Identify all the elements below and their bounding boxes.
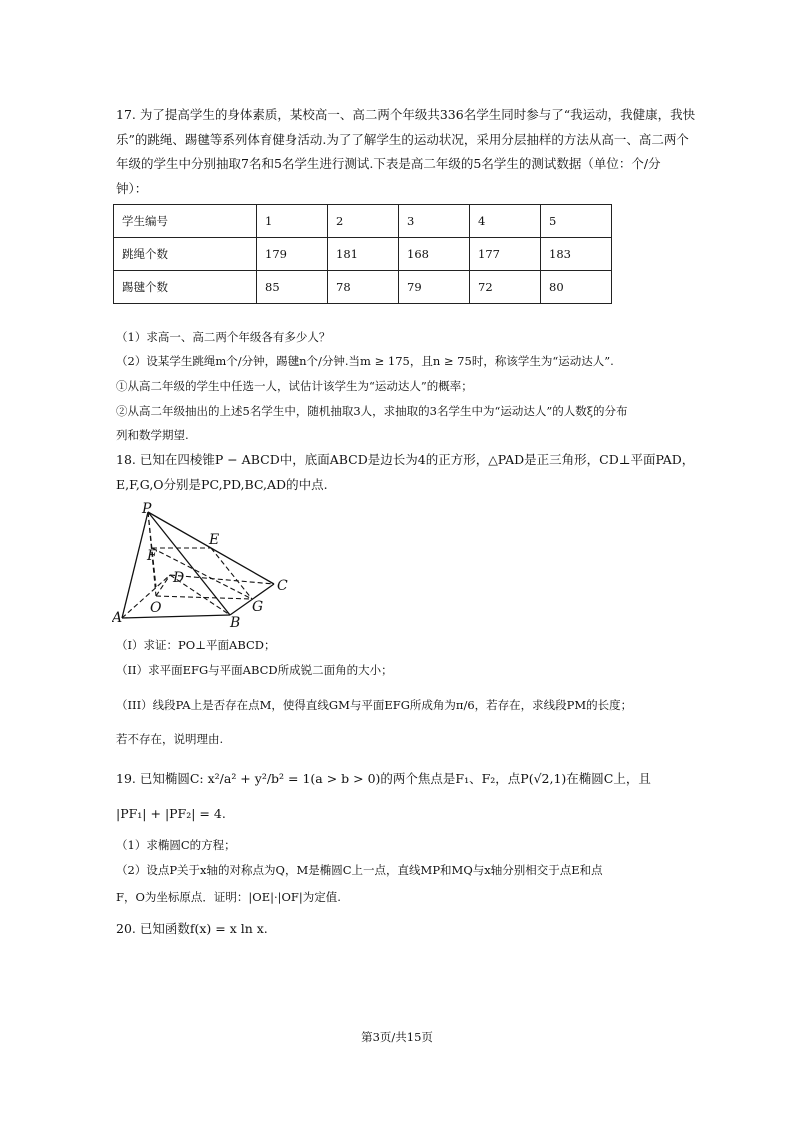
table-cell: 1 bbox=[257, 205, 328, 238]
table-cell: 踢毽个数 bbox=[114, 271, 257, 304]
table-cell: 168 bbox=[399, 238, 470, 271]
table-cell: 80 bbox=[541, 271, 612, 304]
table-cell: 学生编号 bbox=[114, 205, 257, 238]
page-footer: 第3页/共15页 bbox=[361, 1030, 433, 1044]
pyramid-figure bbox=[112, 500, 302, 628]
q20-line-1: 20. 已知函数f(x) = x ln x. bbox=[116, 921, 268, 936]
q17-line-1: 17. 为了提高学生的身体素质，某校高一、高二两个年级共336名学生同时参与了“我运动，我健康，我快 bbox=[116, 107, 696, 122]
table-row bbox=[114, 238, 612, 271]
table-cell: 5 bbox=[541, 205, 612, 238]
q19-line-2: |PF₁| + |PF₂| = 4. bbox=[116, 806, 226, 821]
vertex-label-a: A bbox=[112, 610, 123, 626]
q17-part-2: （2）设某学生跳绳m个/分钟，踢毽n个/分钟.当m ≥ 175，且n ≥ 75时，称该学生为“运动达人”. bbox=[116, 354, 614, 368]
q17-part-2b-cont: 列和数学期望. bbox=[116, 428, 189, 442]
table-cell: 2 bbox=[328, 205, 399, 238]
q19-part-2: （2）设点P关于x轴的对称点为Q，M是椭圆C上一点，直线MP和MQ与x轴分别相交于点E和点 bbox=[116, 863, 603, 877]
table-cell: 85 bbox=[257, 271, 328, 304]
q18-line-2: E,F,G,O分别是PC,PD,BC,AD的中点. bbox=[116, 477, 328, 492]
table-cell: 177 bbox=[470, 238, 541, 271]
table-cell: 4 bbox=[470, 205, 541, 238]
q17-line-3: 年级的学生中分别抽取7名和5名学生进行测试.下表是高二年级的5名学生的测试数据（单位：个/分 bbox=[116, 156, 661, 171]
vertex-label-b: B bbox=[230, 615, 241, 628]
q18-part-3-cont: 若不存在，说明理由. bbox=[116, 732, 224, 746]
q18-part-3: （III）线段PA上是否存在点M，使得直线GM与平面EFG所成角为π/6，若存在，求线段PM的长度； bbox=[116, 698, 633, 712]
vertex-label-e: E bbox=[209, 532, 220, 548]
table-row bbox=[114, 205, 612, 238]
table-row bbox=[114, 271, 612, 304]
q17-part-2b: ②从高二年级抽出的上述5名学生中，随机抽取3人，求抽取的3名学生中为“运动达人”的人数ξ的分布 bbox=[116, 404, 628, 418]
q17-part-2a: ①从高二年级的学生中任选一人，试估计该学生为“运动达人”的概率； bbox=[116, 379, 473, 393]
table-cell: 3 bbox=[399, 205, 470, 238]
vertex-label-d: D bbox=[173, 570, 185, 586]
table-cell: 181 bbox=[328, 238, 399, 271]
q18-part-2: （II）求平面EFG与平面ABCD所成锐二面角的大小； bbox=[116, 663, 393, 677]
table-cell: 跳绳个数 bbox=[114, 238, 257, 271]
q17-line-4: 钟）： bbox=[116, 181, 148, 196]
q19-part-1: （1）求椭圆C的方程； bbox=[116, 838, 236, 852]
table-cell: 183 bbox=[541, 238, 612, 271]
table-cell: 79 bbox=[399, 271, 470, 304]
table-cell: 78 bbox=[328, 271, 399, 304]
q19-line-1: 19. 已知椭圆C: x²/a² + y²/b² = 1(a > b > 0)的两个焦点是F₁、F₂，点P(√2,1)在椭圆C上，且 bbox=[116, 771, 651, 786]
vertex-label-c: C bbox=[277, 578, 288, 594]
score-table bbox=[113, 204, 612, 304]
q18-line-1: 18. 已知在四棱锥P − ABCD中，底面ABCD是边长为4的正方形，△PAD是正三角形，CD⊥平面PAD， bbox=[116, 452, 695, 467]
q17-part-1: （1）求高一、高二两个年级各有多少人？ bbox=[116, 330, 331, 344]
q19-part-2-cont: F，O为坐标原点．证明：|OE|·|OF|为定值. bbox=[116, 890, 341, 904]
vertex-label-g: G bbox=[252, 599, 264, 615]
table-cell: 179 bbox=[257, 238, 328, 271]
vertex-label-p: P bbox=[142, 501, 152, 517]
vertex-label-o: O bbox=[150, 600, 162, 616]
q17-line-2: 乐”的跳绳、踢毽等系列体育健身活动.为了了解学生的运动状况，采用分层抽样的方法从高一、高二两个 bbox=[116, 132, 689, 147]
table-cell: 72 bbox=[470, 271, 541, 304]
vertex-label-f: F bbox=[147, 548, 157, 564]
q18-part-1: （I）求证：PO⊥平面ABCD； bbox=[116, 638, 276, 652]
